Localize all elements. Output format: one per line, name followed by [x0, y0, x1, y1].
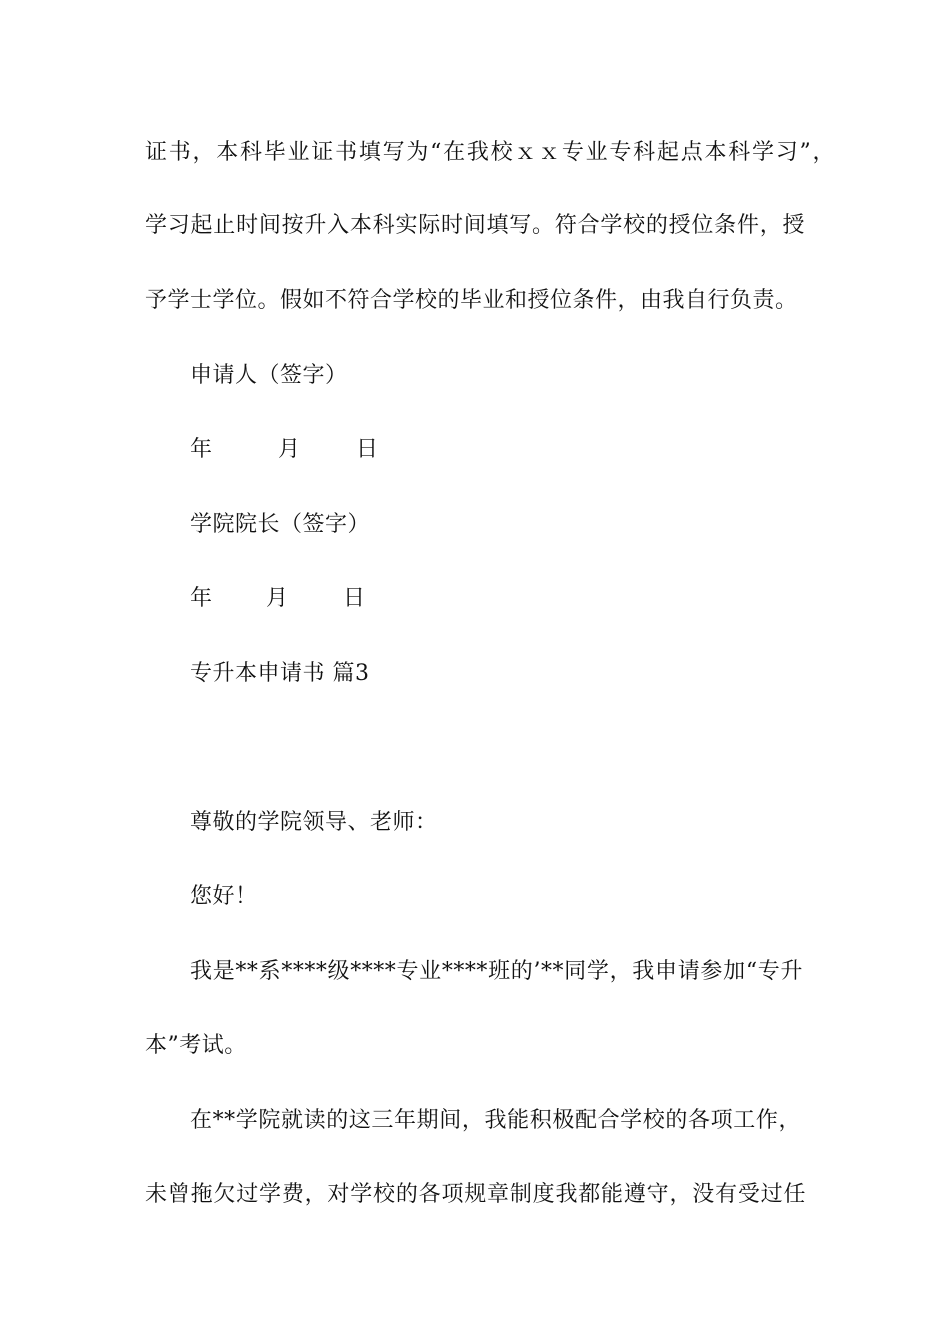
paragraph-line-2: 学习起止时间按升入本科实际时间填写。符合学校的授位条件，授 [145, 213, 805, 238]
date-month-label: 月 [266, 586, 289, 611]
paragraph-line: 在**学院就读的这三年期间，我能积极配合学校的各项工作， [190, 1108, 801, 1133]
date-line-2 [190, 585, 366, 613]
date-line-1 [190, 436, 379, 464]
paragraph-line-1: 证书，本科毕业证书填写为“在我校ｘｘ专业专科起点本科学习”， [145, 140, 835, 165]
salutation: 尊敬的学院领导、老师： [190, 810, 438, 835]
date-day-label: 日 [356, 437, 379, 462]
date-month-label: 月 [278, 437, 301, 462]
paragraph-line: 我是**系****级****专业****班的’**同学，我申请参加“专升 [190, 959, 803, 984]
greeting: 您好！ [190, 884, 258, 909]
applicant-signature-label: 申请人（签字） [190, 363, 348, 388]
date-day-label: 日 [343, 586, 366, 611]
dean-signature-label: 学院院长（签字） [190, 512, 371, 537]
section-heading: 专升本申请书 篇3 [190, 661, 370, 686]
date-year-label: 年 [190, 586, 213, 611]
paragraph-line: 未曾拖欠过学费，对学校的各项规章制度我都能遵守，没有受过任 [145, 1182, 806, 1207]
date-year-label: 年 [190, 437, 213, 462]
paragraph-line-3: 予学士学位。假如不符合学校的毕业和授位条件，由我自行负责。 [145, 288, 798, 313]
paragraph-line: 本”考试。 [145, 1033, 247, 1058]
